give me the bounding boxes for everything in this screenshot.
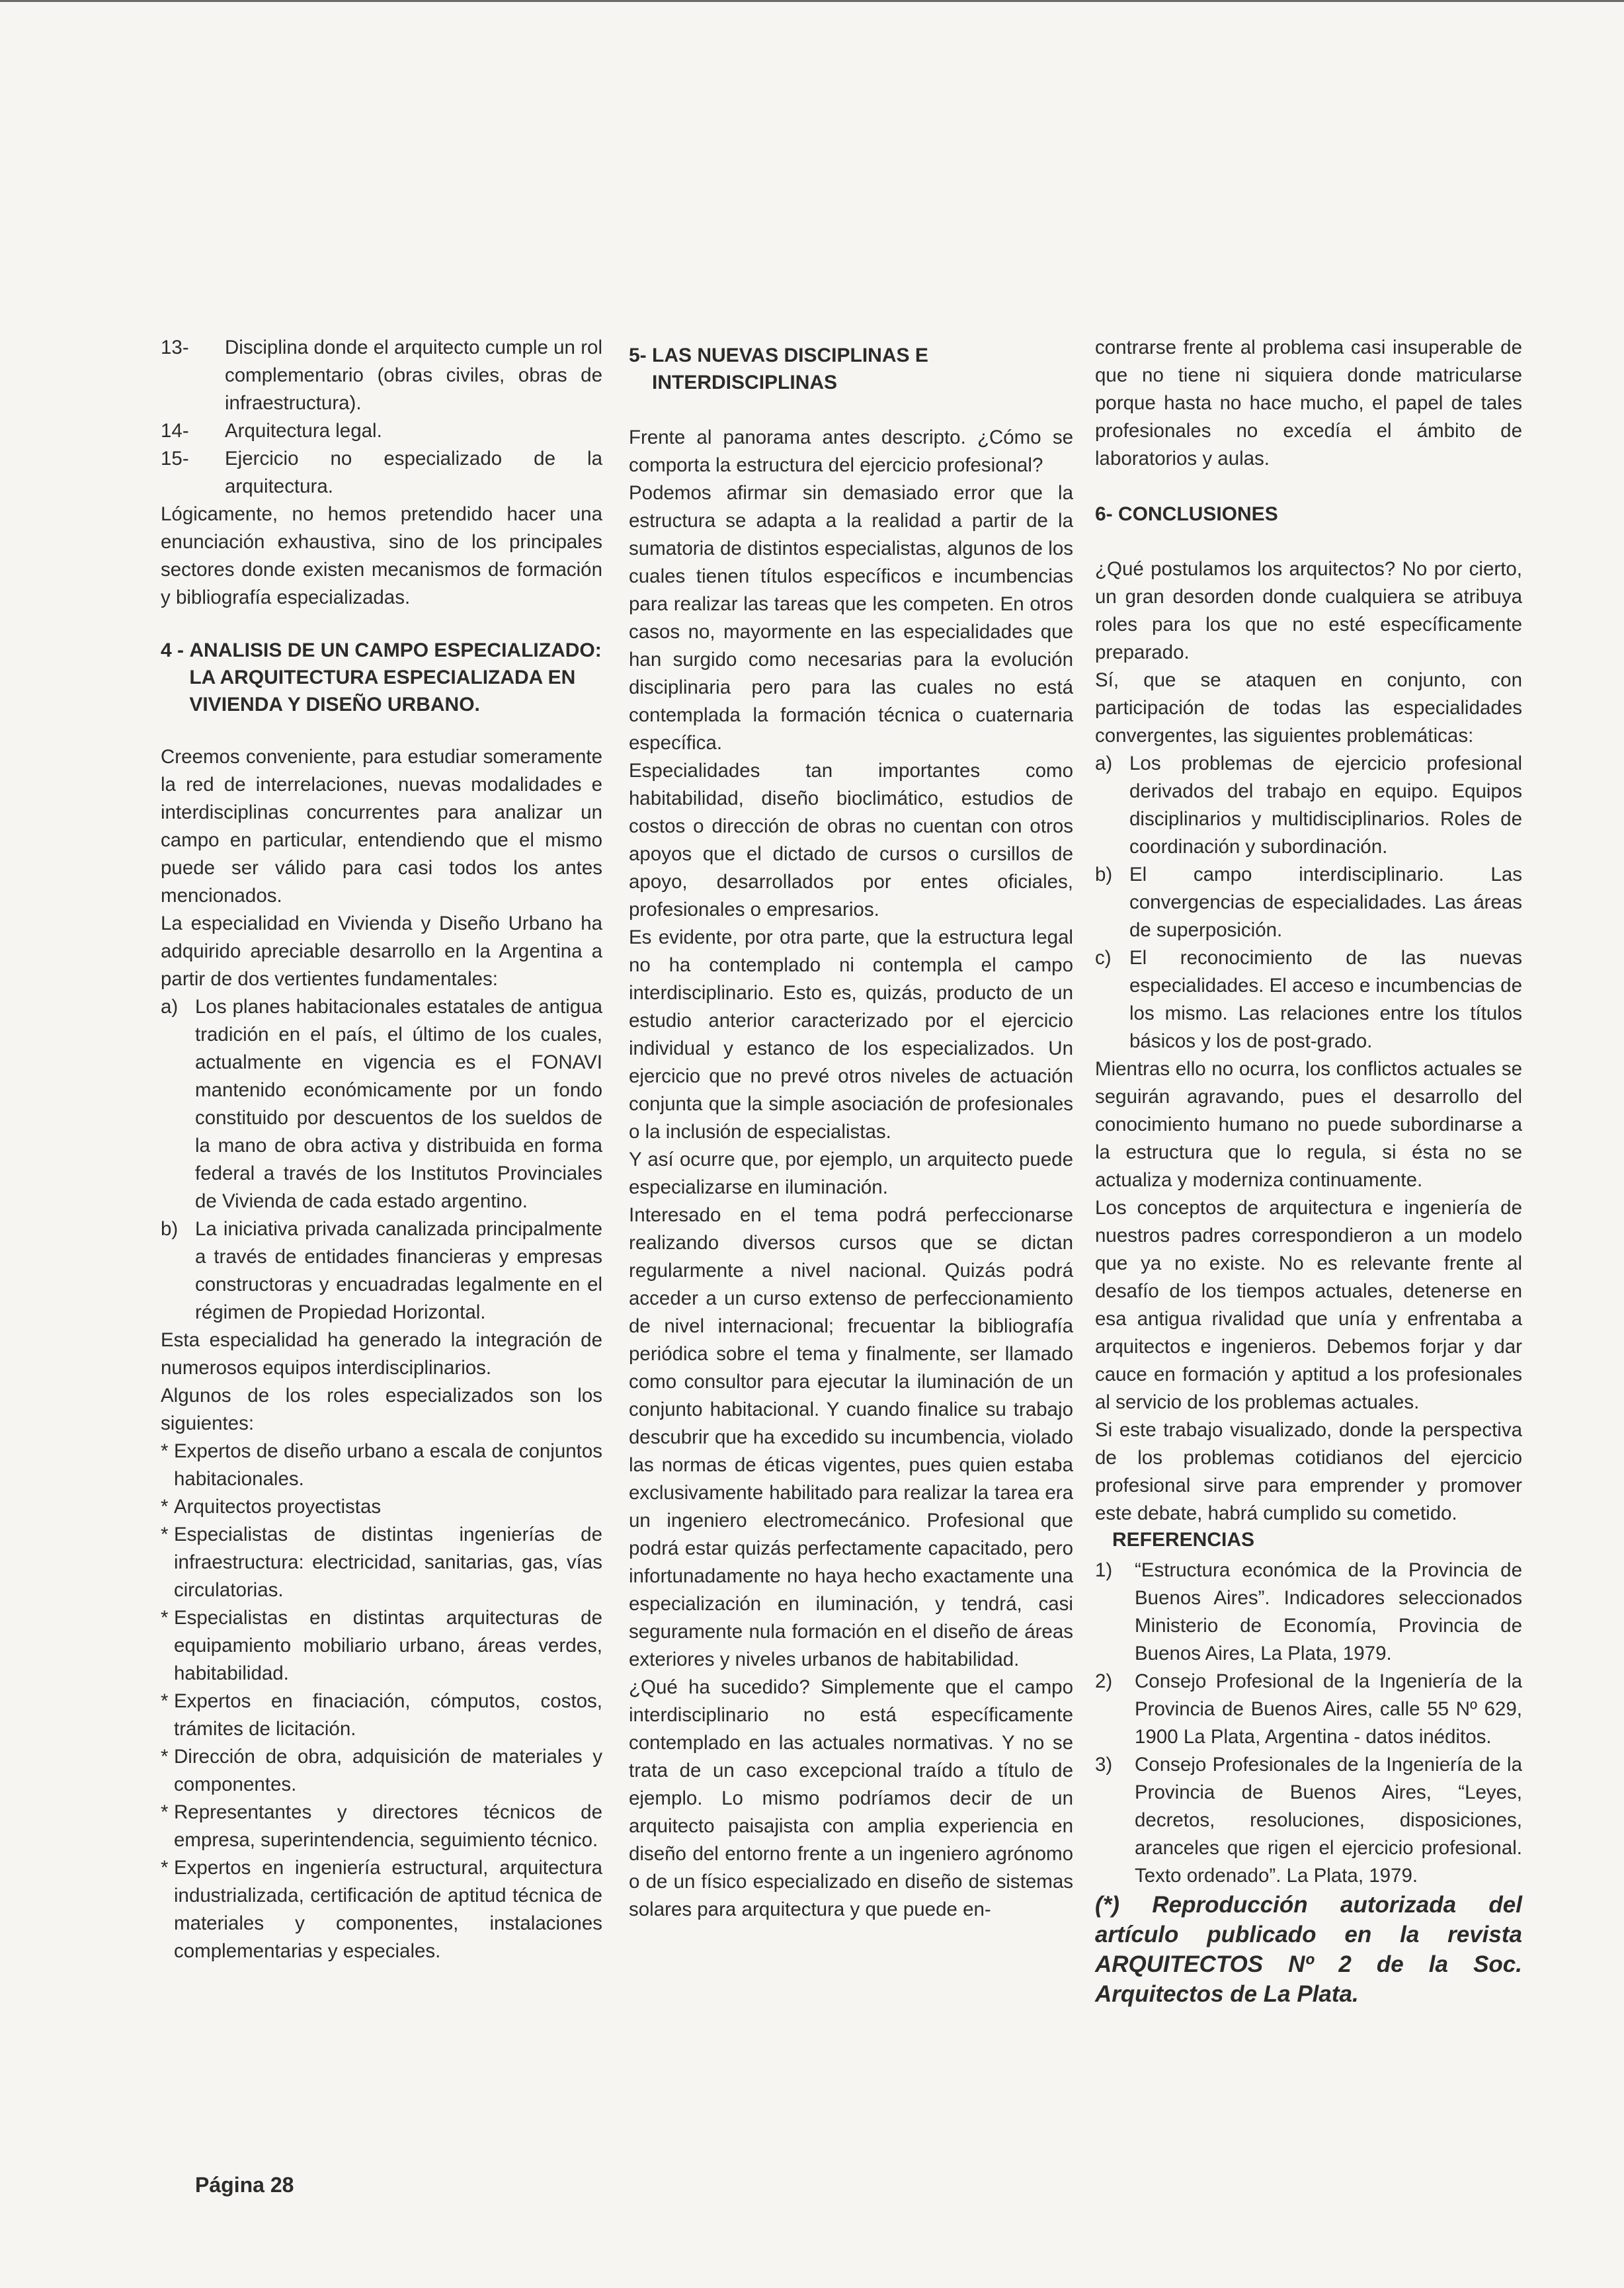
role-item: * Especialistas de distintas ingenierías de infraestructura: electricidad, sanitarias, gas, vías circulatorias. — [161, 1524, 602, 1601]
paragraph: Podemos afirmar sin demasiado error que la estructura se adapta a la realidad a partir de la sumatoria de distintos especialistas, algunos de los cuales tienen títulos específicos e incumbencias para realizar las tareas que les competen. En otros casos no, mayormente en las especialidades que han surgido como necesarias para la evolución disciplinaria pero para las cuales no está contemplada la formación técnica o cuaternaria específica. — [629, 482, 1073, 754]
paragraph-postulamos: ¿Qué postulamos los arquitectos? No por cierto, un gran desorden donde cualquiera se atribuya roles para los que no esté específicamente preparado. — [1095, 558, 1522, 663]
paragraph: Especialidades tan importantes como habitabilidad, diseño bioclimático, estudios de costos o dirección de obras no cuentan con otros apoyos que el dictado de cursos o cursillos de apoyo, desarrollados por entes oficiales, profesionales o empresarios. — [629, 760, 1073, 920]
list-item-13: 13- Disciplina donde el arquitecto cumple un rol complementario (obras civiles, obras de infraestructura). — [161, 337, 602, 414]
column-1 — [161, 334, 602, 1965]
item-c: c) El reconocimiento de las nuevas especialidades. El acceso e incumbencias de los mismo. Las relaciones entre los títulos básicos y los de post-grado. — [1095, 947, 1522, 1052]
column-2 — [629, 334, 1073, 1924]
list-item-15: 15- Ejercicio no especializado de la arquitectura. — [161, 448, 602, 497]
role-item: * Dirección de obra, adquisición de materiales y componentes. — [161, 1746, 602, 1795]
top-border-line — [0, 0, 1624, 2]
paragraph: Los conceptos de arquitectura e ingeniería de nuestros padres correspondieron a un modelo que ya no existe. No es relevante frente al desafío de los tiempos actuales, detenerse en esa antigua rivalidad que unía y enfrentaba a arquitectos e ingenieros. Debemos forjar y dar cauce en formación y aptitud a los profesionales al servicio de los problemas actuales. — [1095, 1197, 1522, 1413]
role-item: * Expertos de diseño urbano a escala de conjuntos habitacionales. — [161, 1440, 602, 1490]
role-item: * Especialistas en distintas arquitecturas de equipamiento mobiliario urbano, áreas verdes, habitabilidad. — [161, 1607, 602, 1684]
paragraph: Mientras ello no ocurra, los conflictos actuales se seguirán agravando, pues el desarrollo del conocimiento humano no puede subordinarse a la estructura que lo regula, si ésta no se actualiza y moderniza continuamente. — [1095, 1058, 1522, 1191]
role-item: * Arquitectos proyectistas — [161, 1496, 382, 1518]
column-3 — [1095, 334, 1522, 2009]
section-4-heading: 4 - ANALISIS DE UN CAMPO ESPECIALIZADO: LA ARQUITECTURA ESPECIALIZADA EN VIVIENDA Y DISEÑO URBANO. — [161, 639, 602, 715]
paragraph-creemos: Creemos conveniente, para estudiar someramente la red de interrelaciones, nuevas modalidades e interdisciplinas concurrentes para analizar un campo en particular, entendiendo que el mismo puede ser válido para casi todos los antes mencionados. — [161, 746, 602, 907]
section-6-heading: 6- CONCLUSIONES — [1095, 503, 1278, 525]
paragraph-logicamente: Lógicamente, no hemos pretendido hacer una enunciación exhaustiva, sino de los principales sectores donde existen mecanismos de formación y bibliografía especializadas. — [161, 503, 602, 608]
paragraph-esta-especialidad: Esta especialidad ha generado la integración de numerosos equipos interdisciplinarios. — [161, 1329, 602, 1379]
reference-item: 2) Consejo Profesional de la Ingeniería de la Provincia de Buenos Aires, calle 55 Nº 629, 1900 La Plata, Argentina - datos inéditos. — [1095, 1670, 1522, 1748]
list-item-14: 14- Arquitectura legal. — [161, 420, 382, 442]
section-5-heading: 5- LAS NUEVAS DISCIPLINAS E INTERDISCIPLINAS — [629, 345, 928, 393]
role-item: * Expertos en finaciación, cómputos, costos, trámites de licitación. — [161, 1690, 602, 1740]
references-title: REFERENCIAS — [1112, 1529, 1255, 1551]
role-item: * Expertos en ingeniería estructural, arquitectura industrializada, certificación de aptitud técnica de materiales y componentes, instalaciones complementarias y especiales. — [161, 1857, 602, 1962]
item-a: a) Los problemas de ejercicio profesional derivados del trabajo en equipo. Equipos disciplinarios y multidisciplinarios. Roles de coordinación y subordinación. — [1095, 753, 1522, 858]
paragraph-especialidad: La especialidad en Vivienda y Diseño Urbano ha adquirido apreciable desarrollo en la Argentina a partir de dos vertientes fundamentales: — [161, 913, 602, 990]
reproduction-note: (*) Reproducción autorizada del artículo publicado en la revista ARQUITECTOS Nº 2 de la Soc. Arquitectos de La Plata. — [1095, 1892, 1522, 2007]
paragraph: Interesado en el tema podrá perfeccionarse realizando diversos cursos que se dictan regularmente a nivel nacional. Quizás podrá acceder a un curso extenso de perfeccionamiento de nivel internacional; frecuentar la bibliografía periódica sobre el tema y finalmente, ser llamado como consultor para ejecutar la iluminación de un conjunto habitacional. Y cuando finalice su trabajo descubrir que ha excedido su incumbencia, violado las normas de éticas vigentes, pues quien estaba exclusivamente habilitado para realizar la tarea era un ingeniero electromecánico. Profesional que podrá estar quizás perfectamente capacitado, pero infortunadamente no haya hecho exactamente una especialización en iluminación, y tendrá, casi seguramente nula formación en el diseño de áreas exteriores y niveles urbanos de habitabilidad. — [629, 1204, 1073, 1670]
paragraph: Y así ocurre que, por ejemplo, un arquitecto puede especializarse en iluminación. — [629, 1149, 1073, 1198]
paragraph-si-que: Sí, que se ataquen en conjunto, con participación de todas las especialidades convergentes, las siguientes problemáticas: — [1095, 669, 1522, 747]
item-b: b) El campo interdisciplinario. Las convergencias de especialidades. Las áreas de superposición. — [1095, 864, 1522, 941]
paragraph-continued: contrarse frente al problema casi insuperable de que no tiene ni siquiera donde matricularse porque hasta no hace mucho, el papel de tales profesionales no excedía el ámbito de laboratorios y aulas. — [1095, 337, 1522, 470]
reference-item: 3) Consejo Profesionales de la Ingeniería de la Provincia de Buenos Aires, “Leyes, decretos, resoluciones, disposiciones, aranceles que rigen el ejercicio profesional. Texto ordenado”. La Plata, 1979. — [1095, 1754, 1522, 1887]
page-number: Página 28 — [195, 2173, 294, 2197]
paragraph: Frente al panorama antes descripto. ¿Cómo se comporta la estructura del ejercicio profesional? — [629, 427, 1073, 476]
reference-item: 1) “Estructura económica de la Provincia de Buenos Aires”. Indicadores seleccionados Ministerio de Economía, Provincia de Buenos Aires, La Plata, 1979. — [1095, 1559, 1522, 1664]
paragraph-algunos-roles: Algunos de los roles especializados son los siguientes: — [161, 1385, 602, 1434]
item-a: a) Los planes habitacionales estatales de antigua tradición en el país, el último de los cuales, actualmente en vigencia es el FONAVI mantenido económicamente por un fondo constituido por descuentos de los sueldos de la mano de obra activa y distribuida en forma federal a través de los Institutos Provinciales de Vivienda de cada estado argentino. — [161, 996, 602, 1212]
paragraph: Si este trabajo visualizado, donde la perspectiva de los problemas cotidianos del ejercicio profesional sirve para emprender y promover este debate, habrá cumplido su cometido. — [1095, 1419, 1522, 1524]
paragraph: Es evidente, por otra parte, que la estructura legal no ha contemplado ni contempla el campo interdisciplinario. Esto es, quizás, producto de un estudio anterior caracterizado por el ejercicio individual y estanco de los especializados. Un ejercicio que no prevé otros niveles de actuación conjunta que la simple asociación de profesionales o la inclusión de especialistas. — [629, 926, 1073, 1143]
paragraph: ¿Qué ha sucedido? Simplemente que el campo interdisciplinario no está específicamente contemplado en las actuales normativas. Y no se trata de un caso excepcional traído a título de ejemplo. Lo mismo podríamos decir de un arquitecto paisajista con amplia experiencia en diseño del entorno frente a un ingeniero agrónomo o de un físico especializado en diseño de sistemas solares para arquitectura y que puede en- — [629, 1676, 1073, 1920]
role-item: * Representantes y directores técnicos de empresa, superintendencia, seguimiento técnico. — [161, 1801, 602, 1851]
item-b: b) La iniciativa privada canalizada principalmente a través de entidades financieras y empresas constructoras y encuadradas legalmente en el régimen de Propiedad Horizontal. — [161, 1218, 602, 1323]
